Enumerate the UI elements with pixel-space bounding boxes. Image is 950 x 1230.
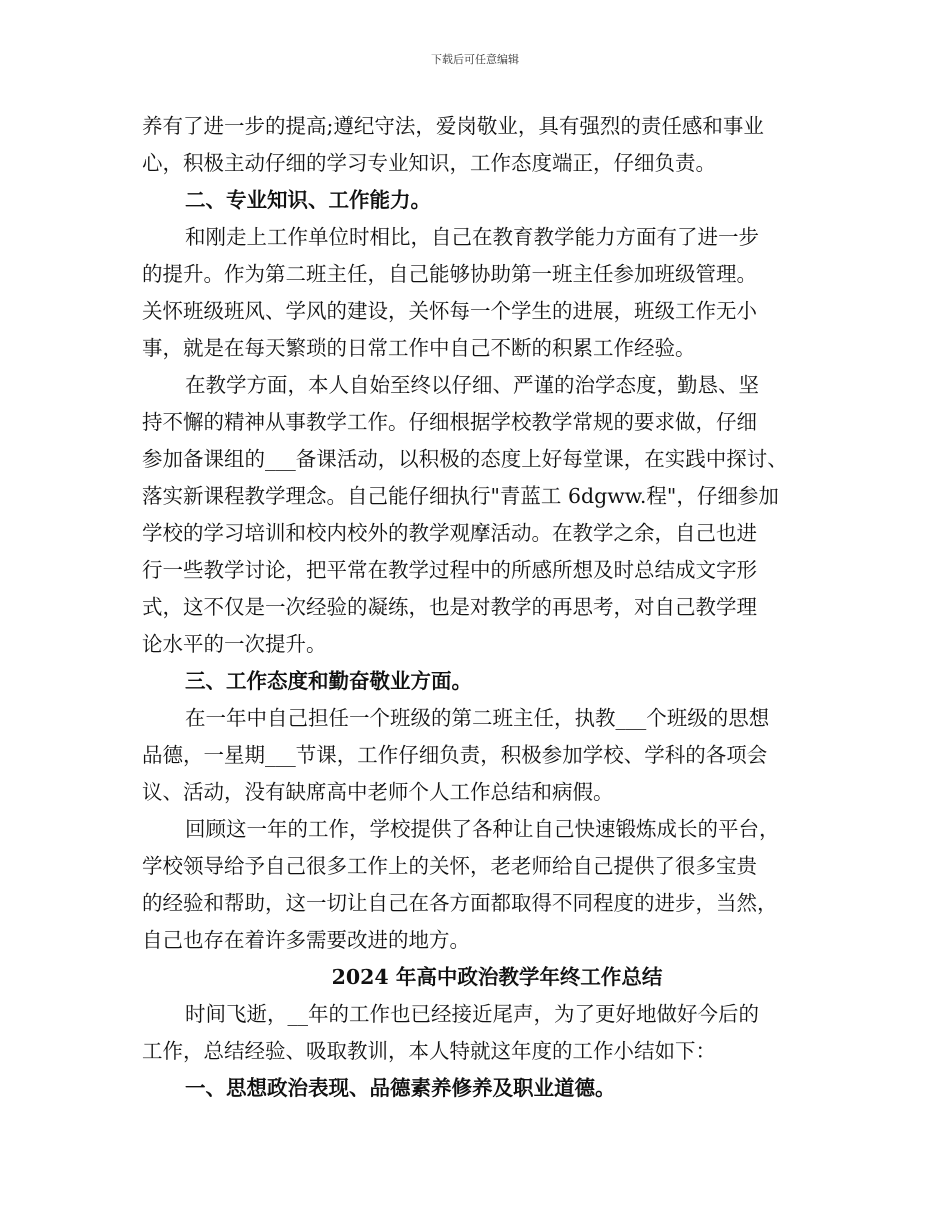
paragraph-line: 心，积极主动仔细的学习专业知识，工作态度端正，仔细负责。 [142, 151, 716, 175]
paragraph-line: 工作，总结经验、吸取教训，本人特就这年度的工作小结如下： [142, 1039, 716, 1063]
paragraph-line: 行一些教学讨论，把平常在教学过程中的所感所想及时总结成文字形 [142, 558, 757, 582]
paragraph-line: 事，就是在每天繁琐的日常工作中自己不断的积累工作经验。 [142, 336, 696, 360]
paragraph-line: 在一年中自己担任一个班级的第二班主任，执教___个班级的思想 [185, 706, 770, 730]
paragraph-line: 落实新课程教学理念。自己能仔细执行"青蓝工 6dgww.程"，仔细参加 [142, 484, 779, 508]
paragraph-line: 论水平的一次提升。 [142, 632, 327, 656]
paragraph-line: 式，这不仅是一次经验的凝练，也是对教学的再思考，对自己教学理 [142, 595, 757, 619]
section-heading: 二、专业知识、工作能力。 [185, 188, 431, 212]
paragraph-line: 的提升。作为第二班主任，自己能够协助第一班主任参加班级管理。 [142, 262, 757, 286]
paragraph-line: 学校领导给予自己很多工作上的关怀，老老师给自己提供了很多宝贵 [142, 854, 757, 878]
header-note: 下载后可任意编辑 [431, 53, 519, 66]
paragraph-line: 时间飞逝，__年的工作也已经接近尾声，为了更好地做好今后的 [185, 1002, 759, 1026]
section-heading: 三、工作态度和勤奋敬业方面。 [185, 669, 472, 693]
section-heading: 一、思想政治表现、品德素养修养及职业道德。 [185, 1076, 616, 1100]
paragraph-line: 持不懈的精神从事教学工作。仔细根据学校教学常规的要求做，仔细 [142, 410, 757, 434]
paragraph-line: 养有了进一步的提高;遵纪守法，爱岗敬业，具有强烈的责任感和事业 [142, 114, 764, 138]
paragraph-line: 学校的学习培训和校内校外的教学观摩活动。在教学之余，自己也进 [142, 521, 757, 545]
document-body [142, 108, 812, 1107]
paragraph-line: 关怀班级班风、学风的建设，关怀每一个学生的进展，班级工作无小 [142, 299, 757, 323]
paragraph-line: 和刚走上工作单位时相比，自己在教育教学能力方面有了进一步 [185, 225, 759, 249]
paragraph-line: 回顾这一年的工作，学校提供了各种让自己快速锻炼成长的平台， [185, 817, 780, 841]
paragraph-line: 自己也存在着许多需要改进的地方。 [142, 928, 470, 952]
paragraph-line: 参加备课组的___备课活动，以积极的态度上好每堂课，在实践中探讨、 [142, 447, 788, 471]
paragraph-line: 在教学方面，本人自始至终以仔细、严谨的治学态度，勤恳、坚 [185, 373, 759, 397]
document-title: 2024 年高中政治教学年终工作总结 [331, 965, 663, 989]
paragraph-line: 品德，一星期___节课，工作仔细负责，积极参加学校、学科的各项会 [142, 743, 768, 767]
paragraph-line: 议、活动，没有缺席高中老师个人工作总结和病假。 [142, 780, 614, 804]
paragraph-line: 的经验和帮助，这一切让自己在各方面都取得不同程度的进步，当然， [142, 891, 778, 915]
